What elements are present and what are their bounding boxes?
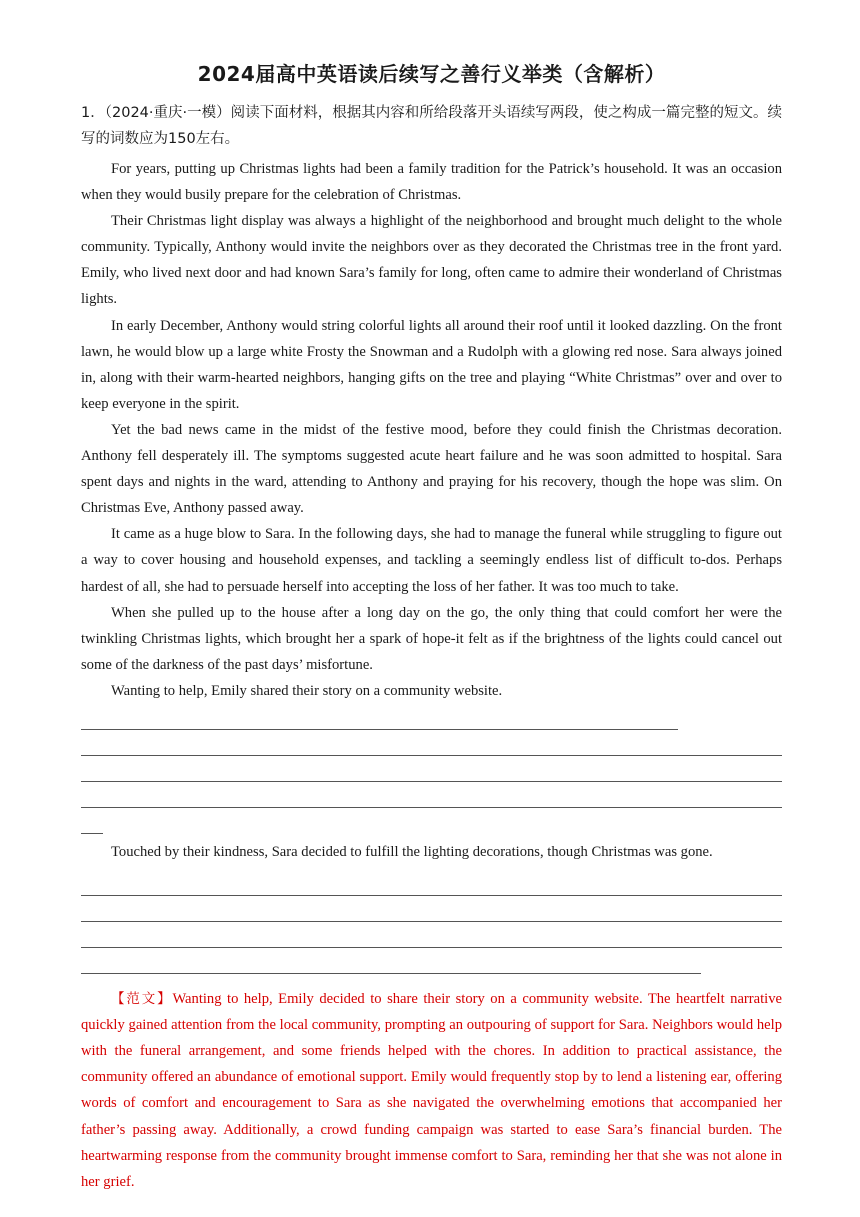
passage-paragraph-2: Their Christmas light display was always a highlight of the neighborhood and brought much delight to the whole community. Typically, Anthony would invite the neighbors over as they decorated the Christmas tree in the front yard. Emily, who lived next door and had known Sara’s family for long, often came to admire their wonderland of Christmas lights.: [81, 213, 782, 308]
question-number: 1．: [81, 105, 105, 121]
continuation-prompt-1: Wanting to help, Emily shared their story on a community website.: [111, 682, 503, 699]
reading-passage: [81, 156, 782, 704]
question-text: （2024·重庆·一模）阅读下面材料，根据其内容和所给段落开头语续写两段，使之构成一篇完整的短文。续写的词数应为150左右。: [81, 105, 782, 147]
writing-line: [81, 782, 782, 808]
passage-paragraph-5: It came as a huge blow to Sara. In the following days, she had to manage the funeral while struggling to figure out a way to cover housing and household expenses, and tackling a seemingly endless list of difficult to-dos. Perhaps hardest of all, she had to persuade herself into accepting the loss of her father. It was too much to take.: [81, 526, 782, 595]
sample-answer-text: Wanting to help, Emily decided to share their story on a community website. The heartfelt narrative quickly gained attention from the local community, prompting an outpouring of support for Sara. Neighbors would help with the funeral arrangement, and some friends helped with the chores. In addition to practical assistance, the community offered an abundance of emotional support. Emily would frequently stop by to lend a listening ear, offering words of comfort and encouragement to Sara as she navigated the overwhelming emotions that accompanied her father’s passing away. Additionally, a crowd funding campaign was started to ease Sara’s financial burden. The heartwarming response from the community brought immense comfort to Sara, reminding her that she was not alone in her grief.: [81, 991, 783, 1190]
passage-paragraph-3: In early December, Anthony would string colorful lights all around their roof until it looked dazzling. On the front lawn, he would blow up a large white Frosty the Snowman and a Rudolph with a glowing red nose. Sara always joined in, along with their warm-hearted neighbors, hanging gifts on the tree and playing “White Christmas” over and over to keep everyone in the spirit.: [81, 317, 782, 412]
writing-line: [81, 704, 678, 730]
writing-line: [81, 922, 782, 948]
writing-line: [81, 948, 701, 974]
document-title: 2024届高中英语读后续写之善行义举类（含解析）: [197, 62, 666, 86]
writing-line: [81, 870, 782, 896]
writing-line: [81, 808, 103, 834]
writing-line: [81, 896, 782, 922]
sample-answer-tag: 【范文】: [111, 991, 173, 1008]
passage-paragraph-4: Yet the bad news came in the midst of the festive mood, before they could finish the Christmas decoration. Anthony fell desperately ill. The symptoms suggested acute heart failure and he was soon admitted to hospital. Sara spent days and nights in the ward, attending to Anthony and praying for his recovery, though the hope was slim. On Christmas Eve, Anthony passed away.: [81, 421, 782, 517]
writing-area-1: [81, 704, 782, 834]
writing-line: [81, 730, 782, 756]
continuation-prompt-2: Touched by their kindness, Sara decided to fulfill the lighting decorations, though Christmas was gone.: [111, 843, 713, 860]
passage-paragraph-6: When she pulled up to the house after a long day on the go, the only thing that could comfort her were the twinkling Christmas lights, which brought her a spark of hope-it felt as if the brightness of the lights could cancel out some of the darkness of the past days’ misfortune.: [81, 604, 782, 673]
passage-paragraph-1: For years, putting up Christmas lights had been a family tradition for the Patrick’s household. It was an occasion when they would busily prepare for the celebration of Christmas.: [81, 161, 782, 204]
question-instruction: [81, 100, 782, 152]
writing-area-2: [81, 870, 782, 974]
writing-line: [81, 756, 782, 782]
sample-answer: [81, 986, 782, 1195]
